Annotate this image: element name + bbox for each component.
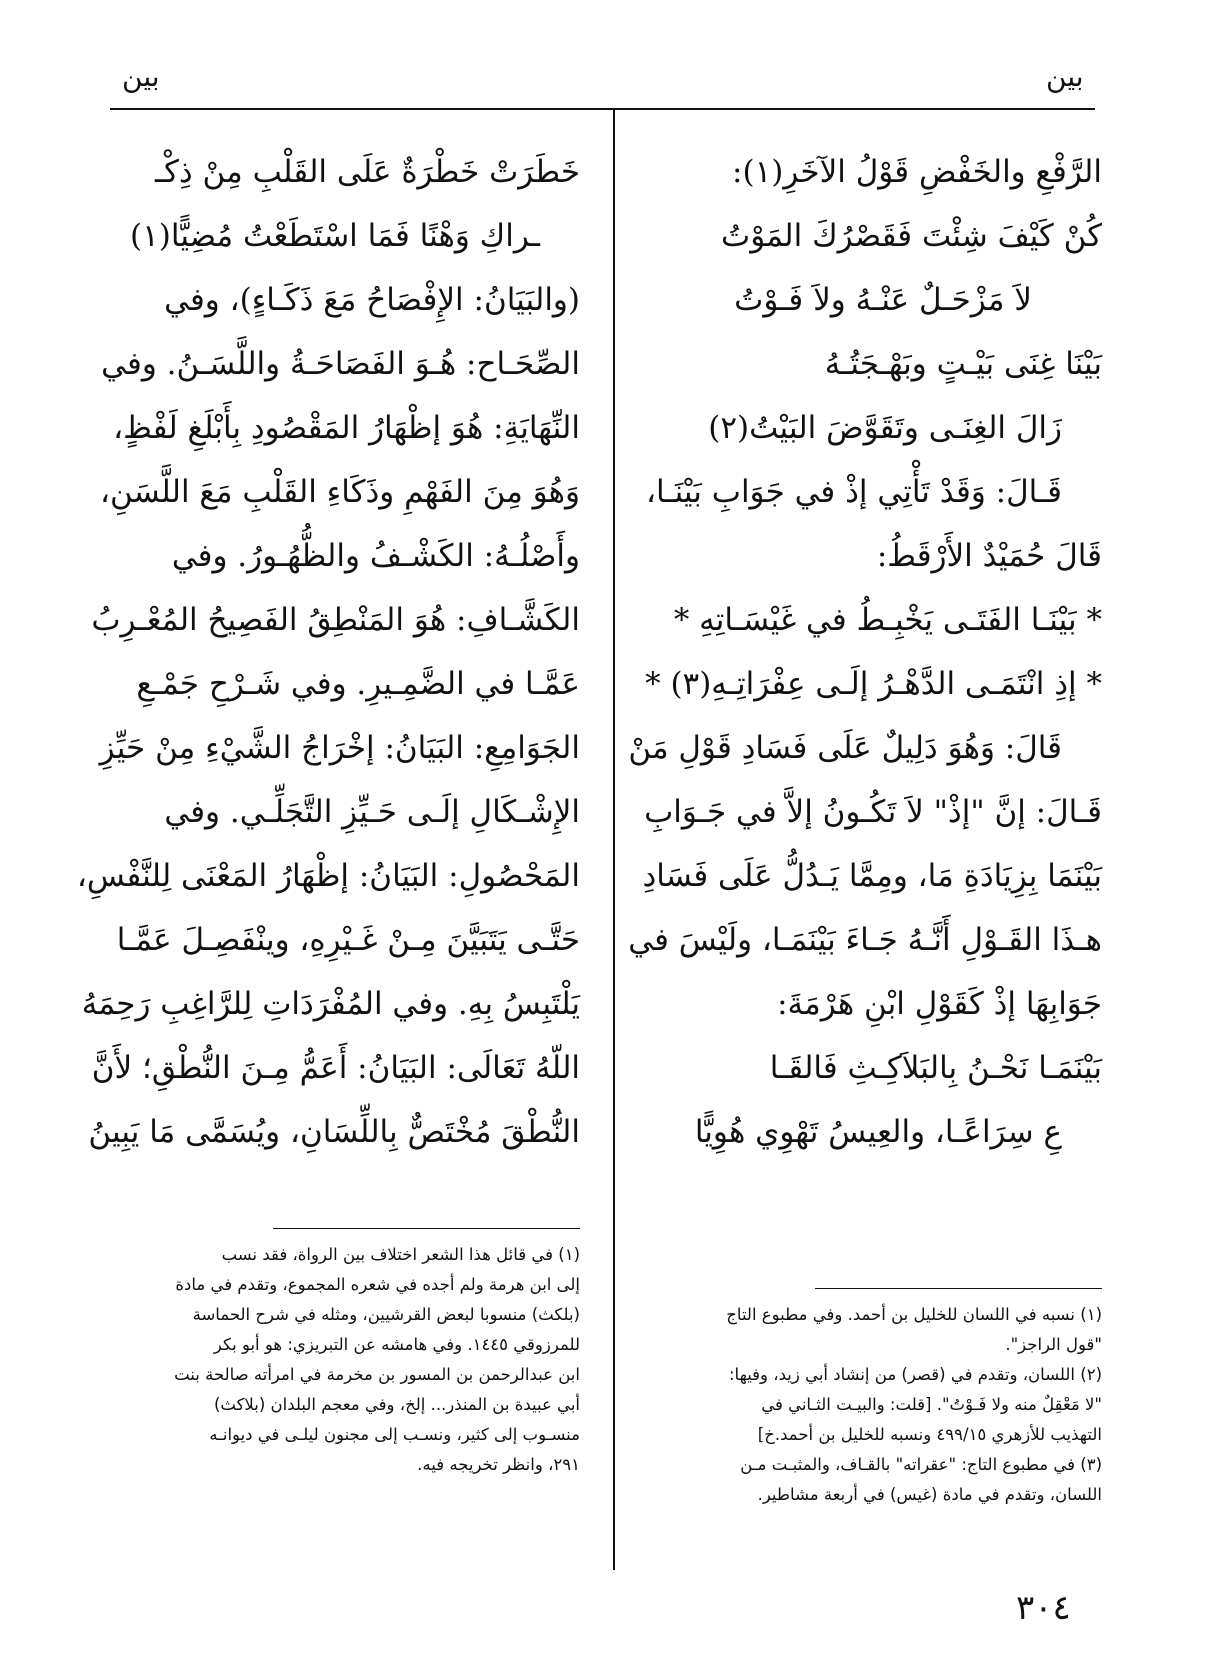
header-rule [110, 108, 1095, 110]
footnotes-right [660, 1300, 1102, 1510]
text-line: (والبَيَانُ: الإِفْصَاحُ مَعَ ذَكَـاءٍ)، وفي [164, 282, 580, 318]
text-line: المَحْصُولِ: البَيَانُ: إظْهَارُ المَعْنَى لِلنَّفْسِ، [76, 858, 580, 894]
footnote-line: "قول الراجز". [1005, 1335, 1102, 1354]
text-line: اللّهُ تَعَالَى: البَيَانُ: أَعَمُّ مِـنَ النُّطْقِ؛ لأَنَّ [91, 1050, 580, 1086]
verse-line: لاَ مَزْحَـلٌ عَنْـهُ ولاَ فَـوْتُ [734, 282, 1032, 318]
text-line: حَتَّـى يَتَبَيَّنَ مِـنْ غَـيْرِهِ، وينْفَصِـلَ عَمَّـا [116, 922, 580, 958]
text-line: بَيْنَمَا بِزِيَادَةِ مَا، ومِمَّا يَـدُلُّ عَلَى فَسَادِ [642, 858, 1102, 894]
footnote-line: منسـوب إلى كثير، ونسـب إلى مجنون ليلـى في ديوانـه [209, 1425, 580, 1444]
text-line: وأَصْلُـهُ: الكَشْـفُ والظُّهُـورُ. وفي [171, 538, 580, 574]
footnote-line: للمرزوقي ١٤٤٥. وفي هامشه عن التبريزي: هو أبو بكر [213, 1335, 580, 1354]
text-line: الكَشَّـافِ: هُوَ المَنْطِقُ الفَصِيحُ المُعْـرِبُ [91, 602, 580, 638]
text-line: الجَوَامِعِ: البَيَانُ: إخْرَاجُ الشَّيْءِ مِنْ حَيِّزِ [99, 730, 580, 766]
footnote-rule-left [273, 1228, 580, 1229]
text-line: عَمَّـا في الضَّمِـيرِ. وفي شَـرْحِ جَمْـعِ [136, 666, 580, 702]
text-line: الصِّحَـاح: هُـوَ الفَصَاحَـةُ واللَّسَـنُ. وفي [101, 346, 580, 382]
footnote-line: أبي عبيدة بن المنذر... إلخ، وفي معجم البلدان (بلاكث) [213, 1395, 580, 1414]
text-line: قَالَ حُمَيْدٌ الأَرْقَطُ: [876, 538, 1102, 574]
text-line: وَهُوَ مِنَ الفَهْمِ وذَكَاءِ القَلْبِ مَعَ اللَّسَنِ، [99, 474, 580, 510]
text-line: الرَّفْعِ والخَفْضِ قَوْلُ الآخَرِ(١): [732, 154, 1102, 190]
verse-line: كُنْ كَيْفَ شِئْتَ فَقَصْرُكَ المَوْتُ [721, 218, 1102, 254]
footnote-rule-right [815, 1288, 1102, 1289]
footnote-line: ٢٩١، وانظر تخريجه فيه. [417, 1455, 580, 1474]
text-line: النُّطْقَ مُخْتَصٌّ بِاللِّسَانِ، ويُسَمَّى مَا يَبِينُ [88, 1114, 580, 1150]
running-head-right: بين [1046, 60, 1084, 93]
footnote-line: (٢) اللسان، وتقدم في (قصر) من إنشاد أبي زيد، وفيها: [729, 1365, 1102, 1384]
verse-line: * إذِ انْتَمَـى الدَّهْـرُ إلَـى عِفْرَاتِـهِ(٣) * [645, 666, 1102, 702]
text-line: قَالَ: وَهُوَ دَلِيلٌ عَلَى فَسَادِ قَوْلِ مَنْ [628, 730, 1062, 766]
verse-line: بَيْنَا غِنَى بَيْـتٍ وبَهْـجَتُـهُ [824, 346, 1102, 382]
text-line: هـذَا القَـوْلِ أَنَّـهُ جَـاءَ بَيْنَمَـا، ولَيْسَ في [628, 922, 1102, 958]
verse-line: خَطَرَتْ خَطْرَةٌ عَلَى القَلْبِ مِنْ ذِكْـ [155, 154, 580, 190]
footnote-line: ابن عبدالرحمن بن المسور بن مخرمة في امرأته صالحة بنت [174, 1365, 580, 1384]
verse-line: * بَيْنَـا الفَتَـى يَخْبِـطُ في غَيْسَـاتِهِ * [673, 602, 1102, 638]
footnote-line: اللسان، وتقدم في مادة (غيس) في أربعة مشاطير. [757, 1485, 1102, 1504]
verse-line: عِ سِرَاعًـا، والعِيسُ تَهْوِي هُوِيًّا [694, 1114, 1062, 1150]
text-line: يَلْتَبِسُ بِهِ. وفي المُفْرَدَاتِ لِلرَّاغِبِ رَحِمَهُ [81, 986, 580, 1022]
footnote-line: "لا مَعْقِلٌ منه ولا فَـوْتُ". [قلت: والبيـت الثـاني في [761, 1395, 1102, 1414]
footnotes-left [122, 1240, 580, 1480]
verse-line: زَالَ الغِنَـى وتَقَوَّضَ البَيْتُ(٢) [708, 410, 1062, 446]
verse-line: بَيْنَمَـا نَحْـنُ بِالبَلاَكِـثِ فَالقَـا [769, 1050, 1102, 1086]
footnote-line: (بلكث) منسوبا لبعض القرشيين، ومثله في شرح الحماسة [192, 1305, 580, 1324]
footnote-line: التهذيب للأزهري ٤٩٩/١٥ ونسبه للخليل بن أحمد.خ] [757, 1425, 1102, 1444]
footnote-line: (١) في قائل هذا الشعر اختلاف بين الرواة، فقد نسب [221, 1245, 580, 1264]
right-column [628, 140, 1102, 1164]
footnote-line: (٣) في مطبوع التاج: "عقراته" بالقـاف، والمثبـت مـن [740, 1455, 1102, 1474]
text-line: النِّهَايَةِ: هُوَ إظْهَارُ المَقْصُودِ بِأَبْلَغِ لَفْظٍ، [113, 410, 580, 446]
footnote-line: إلى ابن هرمة ولم أجده في شعره المجموع، وتقدم في مادة [175, 1275, 580, 1294]
running-head-left: بين [122, 60, 160, 93]
text-line: قَـالَ: وَقَدْ تَأْتِي إذْ في جَوَابِ بَيْنَـا، [646, 474, 1062, 510]
text-line: قَـالَ: إنَّ "إذْ" لاَ تَكُـونُ إلاَّ في جَـوَابِ [644, 794, 1102, 830]
left-column [76, 140, 580, 1164]
page-number: ٣٠٤ [1016, 1588, 1071, 1628]
verse-line: ـراكِ وَهْنًا فَمَا اسْتَطَعْتُ مُضِيًّا(١) [130, 218, 540, 254]
column-divider [613, 110, 615, 1570]
text-line: الإِشْـكَالِ إلَـى حَـيِّزِ التَّجَلِّـي. وفي [164, 794, 580, 830]
footnote-line: (١) نسبه في اللسان للخليل بن أحمد. وفي مطبوع التاج [726, 1305, 1102, 1324]
text-line: جَوَابِهَا إذْ كَقَوْلِ ابْنِ هَرْمَةَ: [777, 986, 1102, 1022]
